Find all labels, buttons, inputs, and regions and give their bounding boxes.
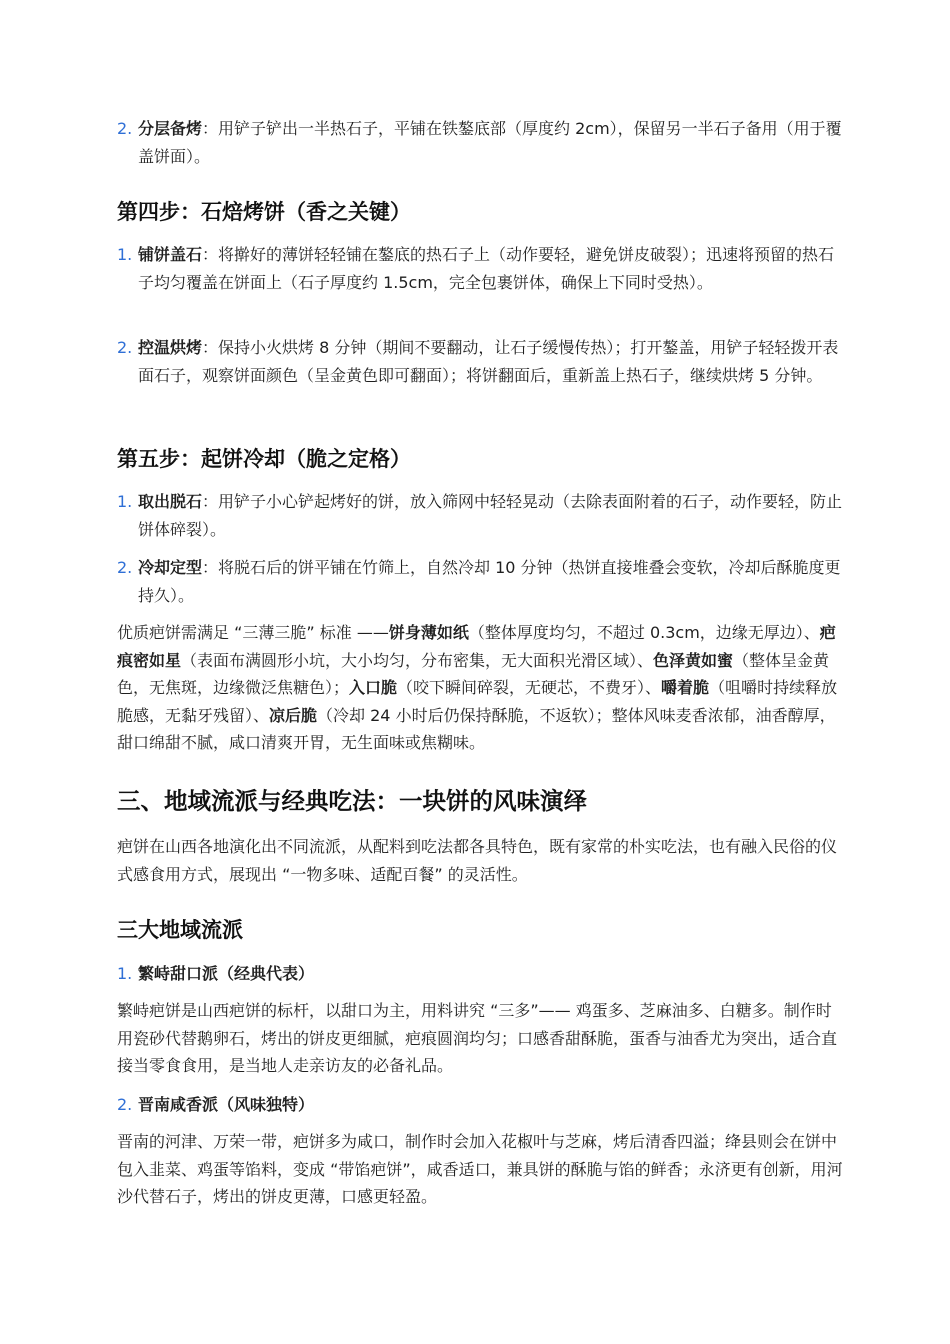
item-text: ：用铲子小心铲起烤好的饼，放入筛网中轻轻晃动（去除表面附着的石子，动作要轻，防止饼体碎裂）。 — [138, 492, 843, 539]
step4-list-2 — [117, 334, 845, 389]
item-title: 分层备烤 — [138, 119, 203, 138]
quality-keyword: 入口脆 — [349, 678, 398, 697]
quality-keyword: 饼身薄如纸 — [388, 623, 469, 642]
school-title-row — [117, 1091, 845, 1118]
step5-heading: 第五步：起饼冷却（脆之定格） — [117, 447, 411, 471]
list-item — [117, 488, 845, 543]
quality-text: （冷却 24 小时后仍保持酥脆，不返软）；整体风味麦香浓郁，油香醇厚，甜口绵甜不腻，咸口清爽开胃，无生面味或焦糊味。 — [117, 705, 836, 752]
step4-list — [117, 241, 845, 296]
school-item-2 — [117, 1091, 845, 1118]
list-item — [117, 115, 845, 170]
list-item — [117, 334, 845, 389]
quality-keyword: 凉后脆 — [269, 705, 318, 725]
item-text: ：用铲子铲出一半热石子，平铺在铁鏊底部（厚度约 2cm），保留另一半石子备用（用于覆盖饼面）。 — [138, 119, 842, 166]
list-number: 2. — [117, 119, 133, 138]
list-number: 2. — [117, 558, 133, 577]
school-body-1: 繁峙疤饼是山西疤饼的标杆，以甜口为主，用料讲究 “三多”—— 鸡蛋多、芝麻油多、白糖多。制作时用瓷砂代替鹅卵石，烤出的饼皮更细腻，疤痕圆润均匀；口感香甜酥脆，蛋香与油香尤为突出，适合直接当零食食用，是当地人走亲访友的必备礼品。 — [117, 1001, 838, 1075]
item-title: 取出脱石 — [138, 492, 203, 511]
step3-list — [117, 115, 845, 170]
list-number: 1. — [117, 964, 133, 983]
step5-list-2 — [117, 554, 845, 609]
step5-list — [117, 488, 845, 543]
quality-keyword: 色泽黄如蜜 — [653, 650, 734, 670]
item-text: ：将脱石后的饼平铺在竹筛上，自然冷却 10 分钟（热饼直接堆叠会变软，冷却后酥脆度更持久）。 — [138, 558, 841, 605]
list-item — [117, 554, 845, 609]
section3-intro: 疤饼在山西各地演化出不同流派，从配料到吃法都各具特色，既有家常的朴实吃法，也有融入民俗的仪式感食用方式，展现出 “一物多味、适配百餐” 的灵活性。 — [117, 837, 838, 884]
school-title-row — [117, 960, 845, 987]
list-number: 1. — [117, 245, 133, 264]
quality-text: （整体厚度均匀，不超过 0.3cm，边缘无厚边）、 — [468, 623, 820, 642]
quality-paragraph — [117, 619, 845, 757]
item-text: ：将擀好的薄饼轻轻铺在鏊底的热石子上（动作要轻，避免饼皮破裂）；迅速将预留的热石子均匀覆盖在饼面上（石子厚度约 1.5cm，完全包裹饼体，确保上下同时受热）。 — [138, 245, 835, 292]
item-title: 控温烘烤 — [138, 338, 203, 357]
item-text: ：保持小火烘烤 8 分钟（期间不要翻动，让石子缓慢传热）；打开鏊盖，用铲子轻轻拨开表面石子，观察饼面颜色（呈金黄色即可翻面）；将饼翻面后，重新盖上热石子，继续烘烤 5 分钟。 — [138, 338, 839, 385]
quality-keyword: 疤痕密如星 — [117, 623, 836, 670]
school-title: 繁峙甜口派（经典代表） — [138, 964, 315, 983]
quality-text: （整体呈金黄色，无焦斑，边缘微泛焦糖色）； — [117, 650, 830, 697]
school-body-2: 晋南的河津、万荣一带，疤饼多为咸口，制作时会加入花椒叶与芝麻，烤后清香四溢；绛县则会在饼中包入韭菜、鸡蛋等馅料，变成 “带馅疤饼”，咸香适口，兼具饼的酥脆与馅的鲜香；永济更有创新，用河沙代替石子，烤出的饼皮更薄，口感更轻盈。 — [117, 1132, 843, 1206]
quality-text: （咀嚼时持续释放脆感，无黏牙残留）、 — [117, 678, 838, 725]
step4-heading: 第四步：石焙烤饼（香之关键） — [117, 200, 411, 224]
list-item — [117, 241, 845, 296]
list-number: 2. — [117, 338, 133, 357]
school-title: 晋南咸香派（风味独特） — [138, 1095, 315, 1114]
schools-heading: 三大地域流派 — [117, 918, 243, 942]
list-number: 1. — [117, 492, 133, 511]
section3-heading: 三、地域流派与经典吃法：一块饼的风味演绎 — [117, 787, 587, 815]
list-number: 2. — [117, 1095, 133, 1114]
quality-text: （咬下瞬间碎裂，无硬芯，不费牙）、 — [397, 678, 662, 697]
item-title: 铺饼盖石 — [138, 245, 203, 264]
school-item-1 — [117, 960, 845, 987]
item-title: 冷却定型 — [138, 558, 203, 577]
quality-text: （表面布满圆形小坑，大小均匀，分布密集，无大面积光滑区域）、 — [181, 650, 654, 670]
quality-text: 优质疤饼需满足 “三薄三脆” 标准 —— — [117, 623, 389, 642]
quality-keyword: 嚼着脆 — [661, 678, 710, 697]
